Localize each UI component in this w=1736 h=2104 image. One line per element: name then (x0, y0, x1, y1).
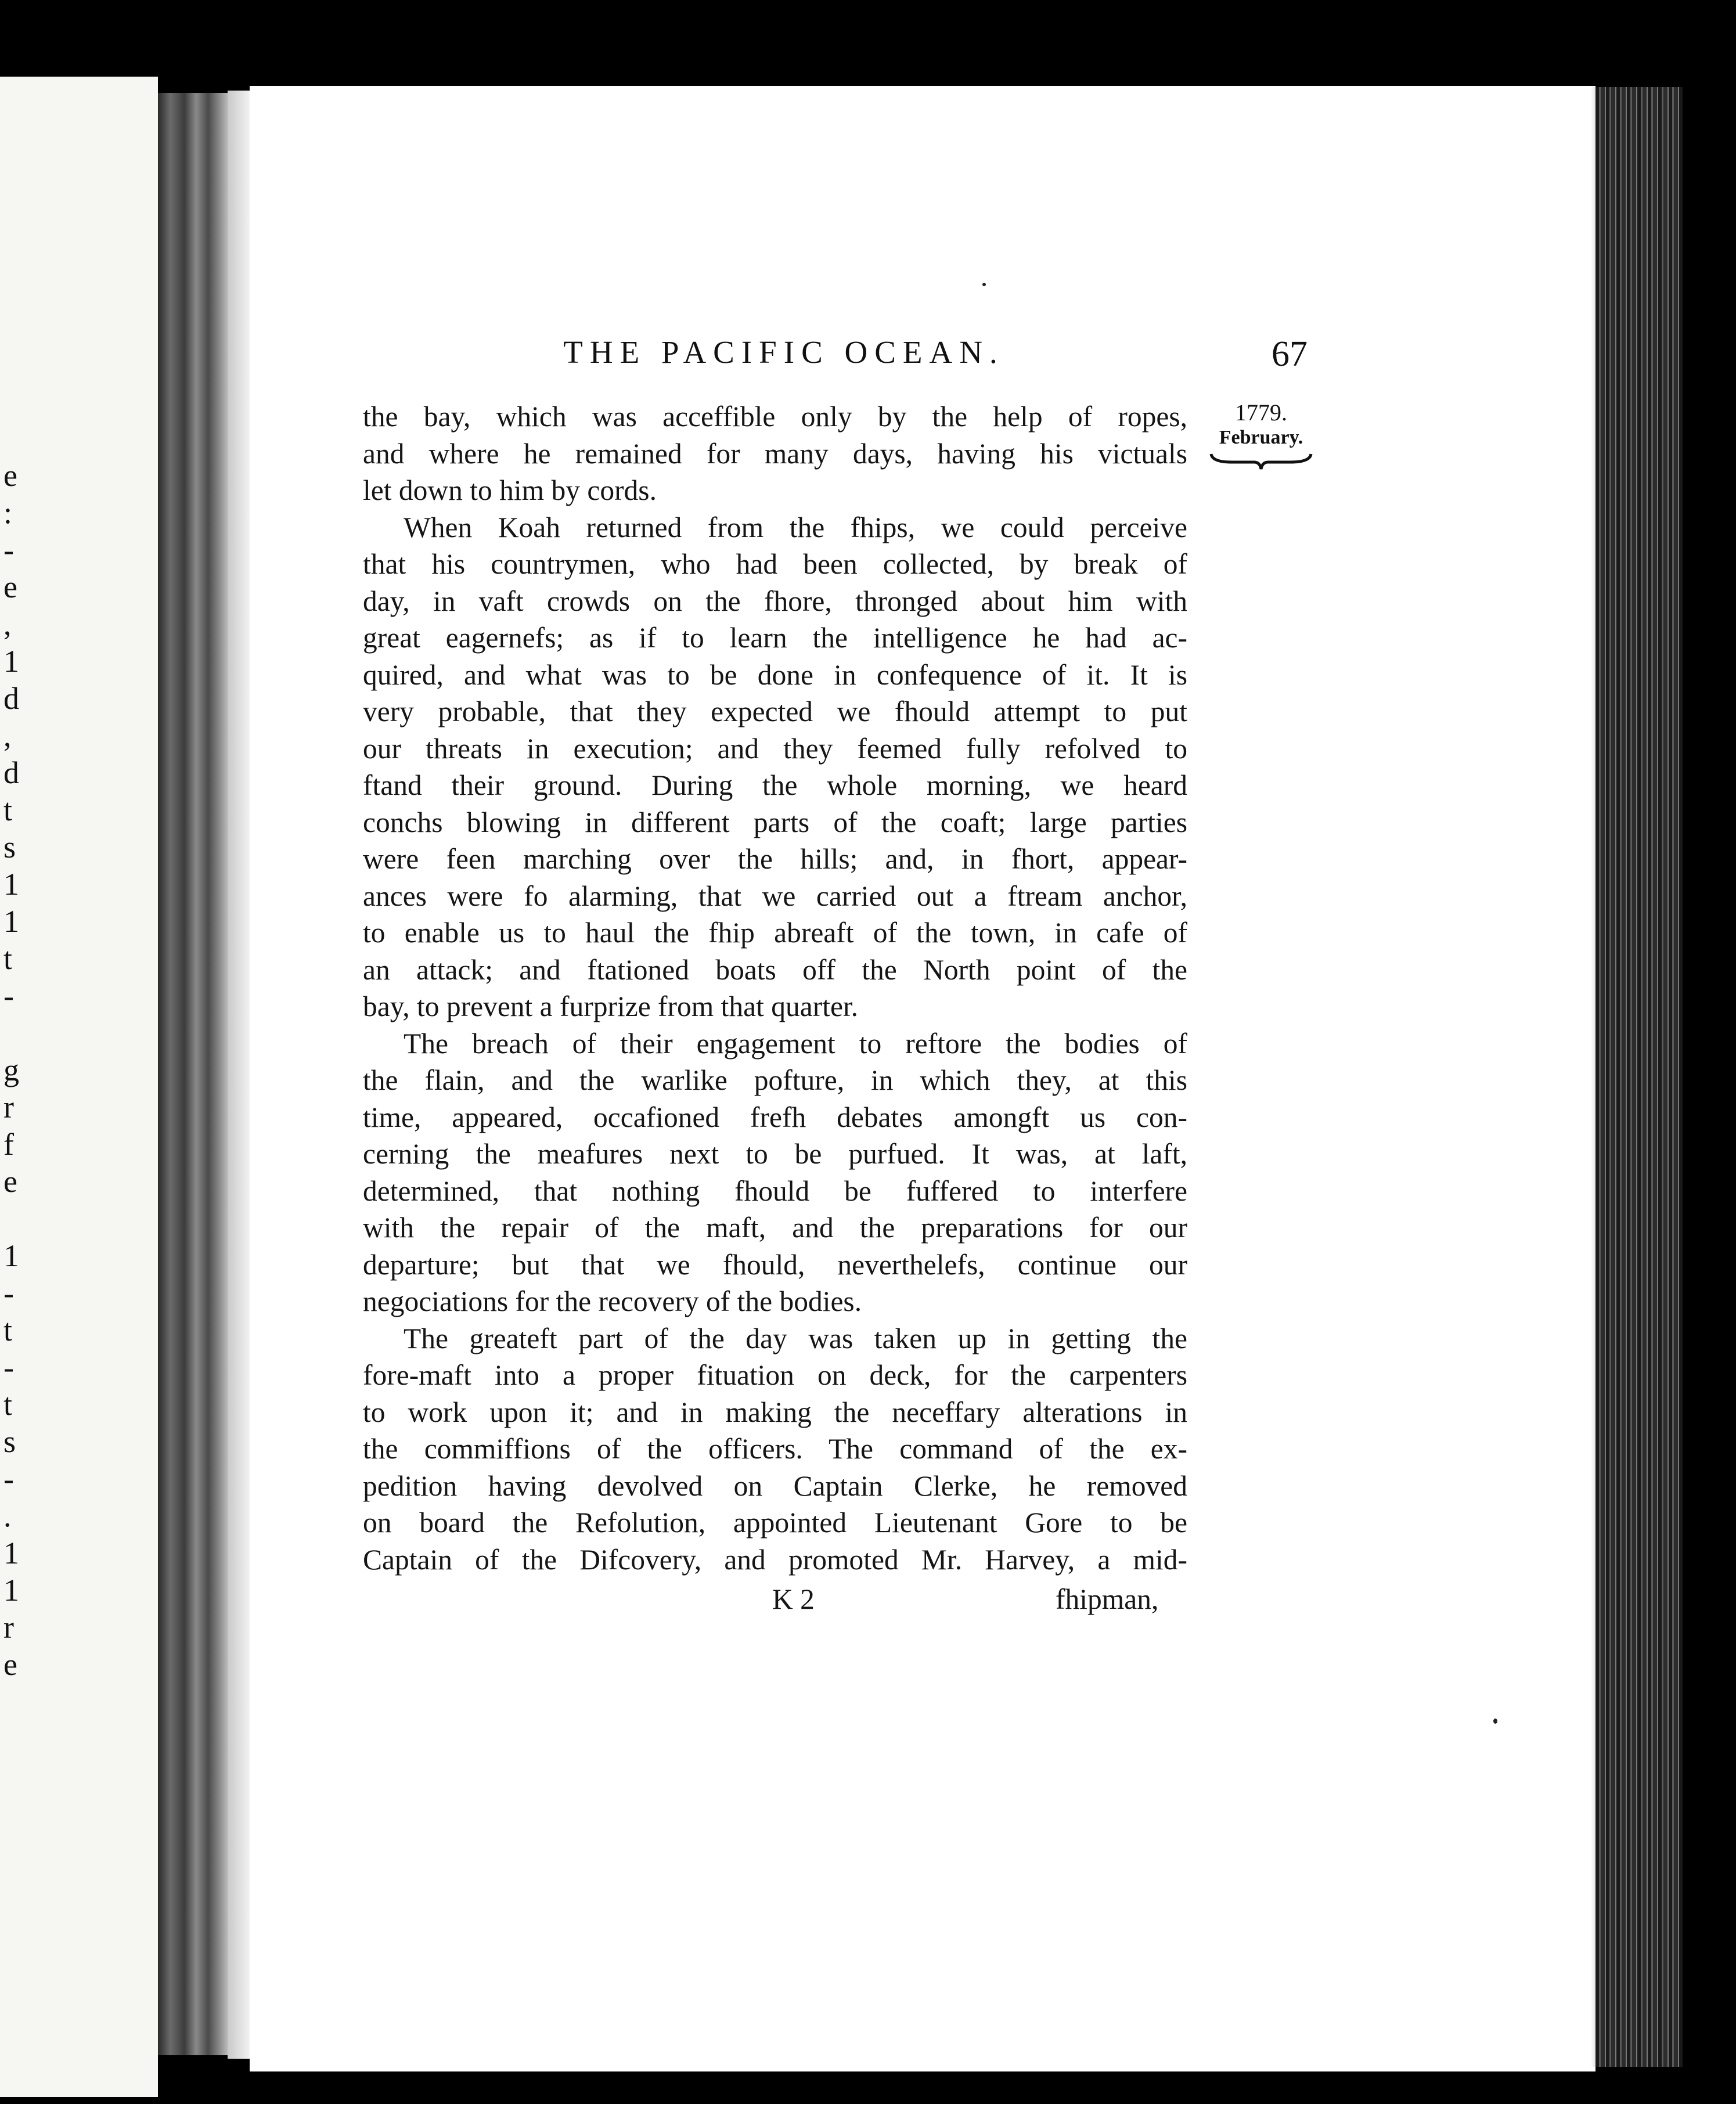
left-fragment: t (3, 792, 13, 827)
left-fragment: e (3, 570, 17, 604)
left-fragment: d (3, 681, 19, 716)
scan-speck (1493, 1718, 1497, 1724)
text-line: on board the Refolution, appointed Lieutenant Gore to be (363, 1507, 1187, 1539)
text-line: quired, and what was to be done in confequence of it. It is (363, 658, 1187, 691)
left-fragment: g (3, 1053, 19, 1087)
left-fragment: - (3, 1350, 14, 1385)
text-line: let down to him by cords. (363, 474, 657, 506)
left-fragment: s (3, 1424, 16, 1459)
left-fragment: 1 (3, 1573, 19, 1608)
text-line: to work upon it; and in making the neceffary alterations in (363, 1396, 1187, 1428)
left-fragment: s (3, 830, 16, 864)
margin-month: February. (1219, 427, 1303, 448)
text-line: negociations for the recovery of the bodies. (363, 1285, 862, 1317)
text-line: very probable, that they expected we fhould attempt to put (363, 696, 1187, 727)
left-fragment: : (3, 495, 13, 530)
text-line: fore-maft into a proper fituation on deck, for the carpenters (363, 1359, 1187, 1391)
text-line: conchs blowing in different parts of the coaft; large parties (363, 806, 1187, 838)
text-line: that his countrymen, who had been collected, by break of (363, 548, 1187, 580)
left-fragment: e (3, 458, 17, 493)
left-fragment: 1 (3, 1238, 19, 1273)
text-line: cerning the meafures next to be purfued. It was, at laft, (363, 1138, 1187, 1170)
left-fragment: t (3, 1313, 13, 1348)
left-fragment: t (3, 941, 13, 976)
text-line: an attack; and ftationed boats off the North point of the (363, 953, 1187, 986)
margin-date-note (1203, 399, 1319, 470)
text-line: were feen marching over the hills; and, in fhort, appear- (363, 843, 1187, 875)
text-line: great eagernefs; as if to learn the intelligence he had ac- (363, 622, 1187, 654)
text-line: and where he remained for many days, having his victuals (363, 437, 1187, 470)
margin-year: 1779. (1235, 399, 1287, 426)
left-fragment: e (3, 1647, 17, 1682)
left-fragment (0, 1200, 35, 1237)
left-fragment: 1 (3, 867, 19, 902)
left-fragment: - (3, 978, 14, 1013)
left-fragment (0, 1014, 35, 1051)
left-fragment: . (3, 1498, 12, 1533)
left-fragment: 1 (3, 1536, 19, 1570)
gutter-highlight (228, 91, 251, 2059)
signature-mark: K 2 (772, 1583, 815, 1615)
left-fragment: r (3, 1610, 14, 1645)
text-line: time, appeared, occafioned frefh debates amongft us con- (363, 1101, 1187, 1133)
text-line: determined, that nothing fhould be fuffered to interfere (363, 1175, 1187, 1207)
left-fragment: e (3, 1164, 17, 1199)
scan-speck (982, 283, 986, 286)
text-line: departure; but that we fhould, neverthelefs, continue our (363, 1248, 1187, 1281)
left-fragment: 1 (3, 644, 19, 679)
text-line: the bay, which was acceffible only by the help of ropes, (363, 401, 1187, 433)
left-fragment: , (3, 718, 12, 753)
left-page-text-fragments (0, 457, 35, 1683)
page-block-edge (1595, 87, 1683, 2067)
text-line: with the repair of the maft, and the preparations for our (363, 1212, 1187, 1244)
left-fragment: r (3, 1090, 14, 1125)
running-title: THE PACIFIC OCEAN. (563, 334, 1004, 370)
text-line: ances were fo alarming, that we carried out a ftream anchor, (363, 880, 1187, 912)
left-page-edge (0, 77, 158, 2097)
left-fragment: t (3, 1387, 13, 1422)
text-line: pedition having devolved on Captain Clerke, he removed (363, 1469, 1187, 1502)
text-line: our threats in execution; and they feemed fully refolved to (363, 732, 1187, 765)
text-line: Captain of the Difcovery, and promoted Mr. Harvey, a mid- (363, 1543, 1187, 1576)
text-line: ftand their ground. During the whole morning, we heard (363, 769, 1187, 801)
text-line: When Koah returned from the fhips, we could perceive (404, 511, 1187, 543)
left-fragment: , (3, 607, 12, 642)
left-fragment: d (3, 755, 19, 790)
text-line: the flain, and the warlike pofture, in which they, at this (363, 1064, 1187, 1096)
text-line: day, in vaft crowds on the fhore, thronged about him with (363, 585, 1187, 617)
body-text (363, 398, 1187, 1578)
left-fragment: - (3, 1276, 14, 1310)
left-fragment: - (3, 532, 14, 567)
page-number: 67 (1272, 334, 1308, 374)
text-line: The breach of their engagement to reftore the bodies of (404, 1027, 1187, 1060)
left-fragment: f (3, 1127, 14, 1162)
text-line: The greateft part of the day was taken up in getting the (404, 1322, 1187, 1354)
book-gutter-shadow (158, 93, 228, 2055)
left-fragment: - (3, 1461, 14, 1496)
curly-brace-ornament (1209, 451, 1313, 470)
text-line: bay, to prevent a furprize from that quarter. (363, 990, 859, 1022)
text-line: the commiffions of the officers. The command of the ex- (363, 1433, 1187, 1465)
left-fragment: 1 (3, 904, 19, 939)
catchword: fhipman, (1056, 1583, 1159, 1615)
text-line: to enable us to haul the fhip abreaft of the town, in cafe of (363, 917, 1187, 949)
